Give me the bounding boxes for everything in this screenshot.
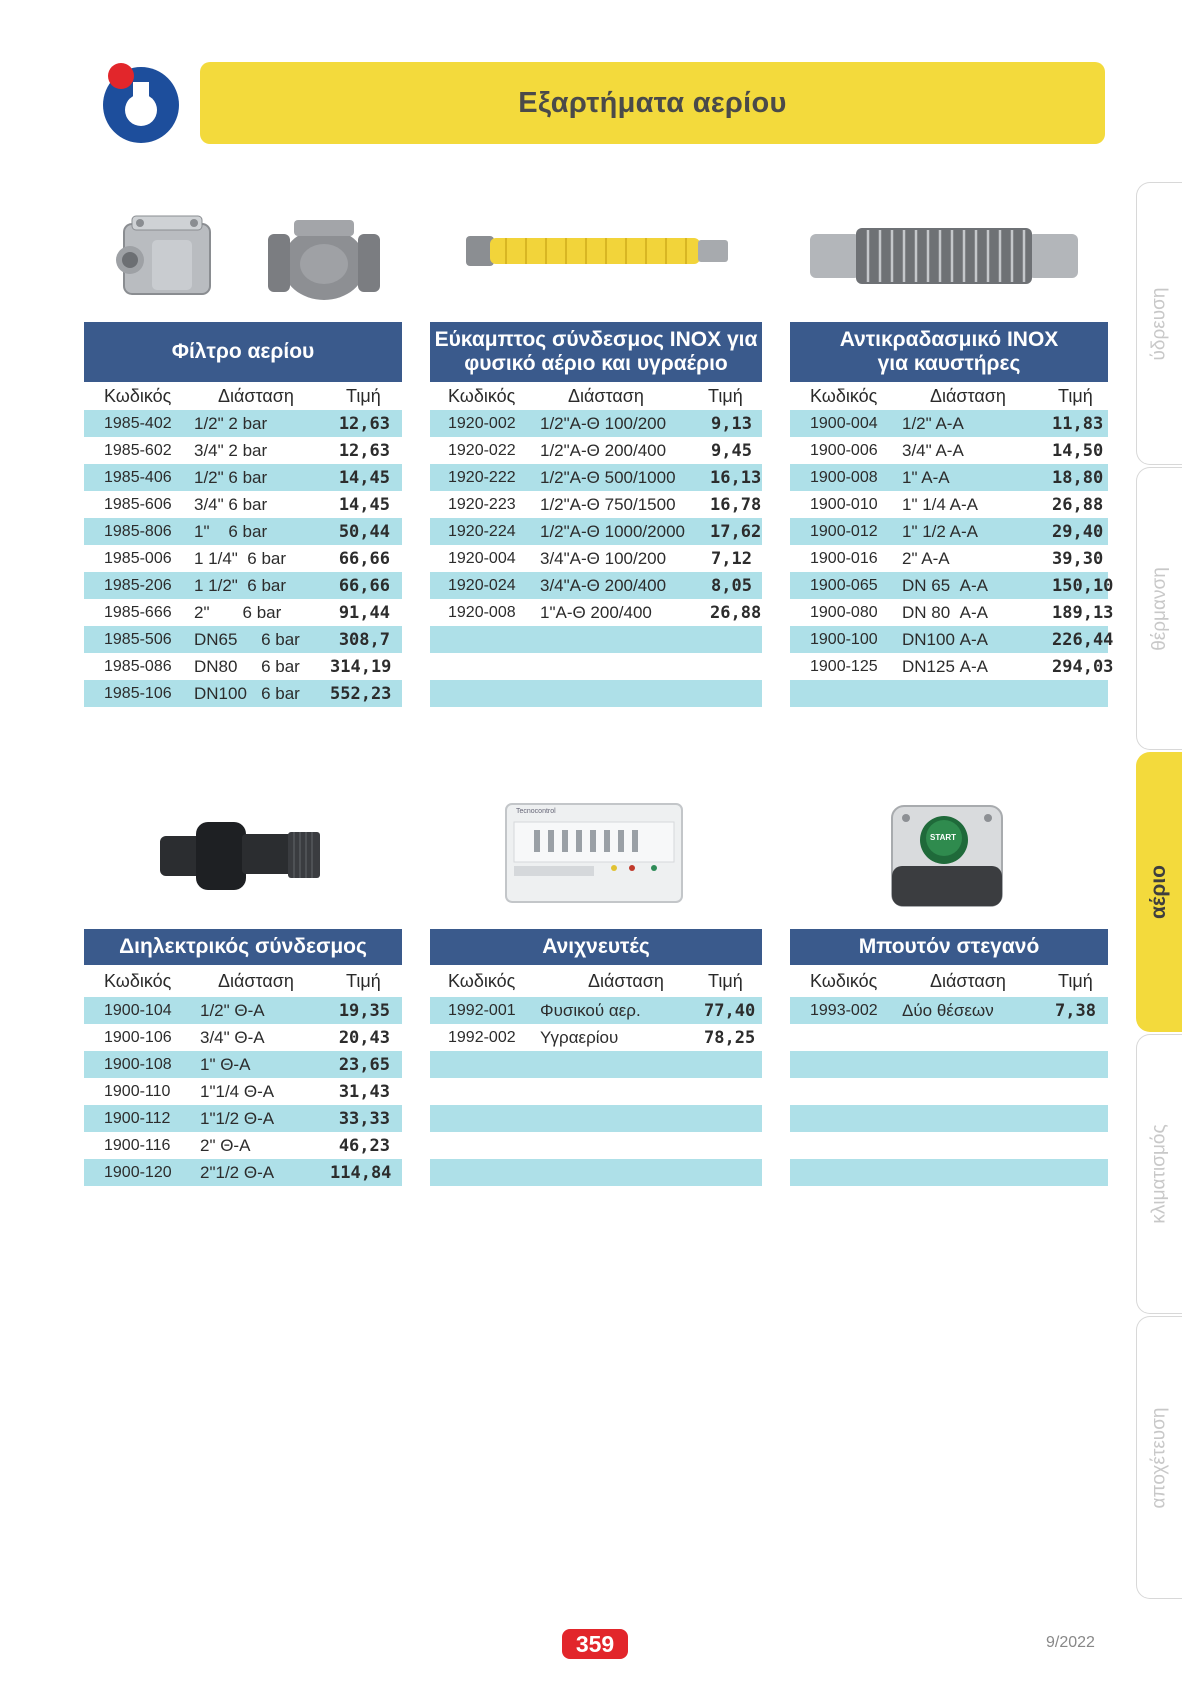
dielectric-table [84, 929, 402, 1186]
table-title-line2: για καυστήρες [877, 352, 1021, 375]
anti-vibration-table [790, 322, 1114, 707]
product-code-cell: 1900-106 [104, 1028, 172, 1046]
price-cell: 39,30 [1052, 548, 1104, 569]
table-body [84, 410, 402, 707]
table-row [84, 518, 402, 545]
table-row [790, 437, 1108, 464]
table-row [790, 491, 1108, 518]
product-code-cell: 1985-206 [104, 576, 172, 594]
table-row [790, 626, 1114, 653]
table-row [84, 680, 402, 707]
price-cell: 226,44 [1052, 629, 1114, 650]
page-number-badge [562, 1629, 628, 1659]
table-title-text: Μπουτόν στεγανό [858, 935, 1040, 958]
price-cell: 314,19 [330, 656, 392, 677]
table-row [84, 1159, 402, 1186]
table-row [84, 410, 402, 437]
table-row [430, 626, 762, 653]
table-title [430, 929, 762, 965]
product-code-cell: 1985-402 [104, 414, 172, 432]
dimension-cell: DN 65 Α-Α [902, 575, 988, 595]
product-code-cell: 1920-024 [448, 576, 516, 594]
product-code-cell: 1900-008 [810, 468, 878, 486]
dimension-cell: 1" 6 bar [194, 521, 268, 541]
dimension-cell: 1/2" Α-Α [902, 413, 964, 433]
company-logo [101, 62, 181, 144]
price-cell: 26,88 [710, 602, 762, 623]
table-row [84, 653, 402, 680]
product-code-cell: 1900-100 [810, 630, 878, 648]
product-code-cell: 1985-606 [104, 495, 172, 513]
product-code-cell: 1920-004 [448, 549, 516, 567]
price-cell: 33,33 [338, 1108, 390, 1129]
dimension-cell: 3/4" Θ-Α [200, 1027, 265, 1047]
price-column-header: Τιμή [708, 970, 743, 991]
page-number: 359 [575, 1630, 615, 1657]
table-row [84, 1078, 402, 1105]
table-title [790, 322, 1108, 382]
dimension-cell: DN65 6 bar [194, 629, 300, 649]
title-banner [200, 62, 1105, 144]
product-code-cell: 1985-086 [104, 657, 172, 675]
price-cell: 8,05 [711, 575, 752, 596]
product-code-cell: 1920-223 [448, 495, 516, 513]
dimension-cell: Δύο θέσεων [902, 1000, 994, 1020]
table-title-text: Διηλεκτρικός σύνδεσμος [119, 935, 367, 958]
price-cell: 9,45 [711, 440, 752, 461]
table-title [430, 322, 762, 382]
price-cell: 66,66 [338, 575, 390, 596]
table-row [430, 437, 762, 464]
product-code-cell: 1900-108 [104, 1055, 172, 1073]
product-code-cell: 1920-022 [448, 441, 516, 459]
table-row [84, 1051, 402, 1078]
product-code-cell: 1992-001 [448, 1001, 516, 1019]
table-body [790, 410, 1114, 707]
price-cell: 23,65 [338, 1054, 390, 1075]
price-cell: 7,38 [1055, 1000, 1096, 1021]
flex-inox-table [430, 322, 762, 707]
size-column-header: Διάσταση [588, 970, 664, 991]
tab-drainage[interactable] [1136, 1316, 1182, 1599]
anti-vibration-connector-image [810, 222, 1078, 290]
table-row [790, 1159, 1108, 1186]
product-code-cell: 1985-602 [104, 441, 172, 459]
product-code-cell: 1985-406 [104, 468, 172, 486]
table-row [790, 572, 1114, 599]
table-row [430, 680, 762, 707]
dimension-cell: 1/2"Α-Θ 1000/2000 [540, 521, 685, 541]
table-row [84, 491, 402, 518]
product-code-cell: 1900-080 [810, 603, 878, 621]
dimension-cell: 1/2"Α-Θ 100/200 [540, 413, 667, 433]
gas-detector-image [504, 800, 684, 906]
table-row [84, 545, 402, 572]
product-code-cell: 1900-016 [810, 549, 878, 567]
product-code-cell: 1920-224 [448, 522, 516, 540]
table-row [790, 997, 1108, 1024]
price-cell: 77,40 [704, 1000, 756, 1021]
table-title-text: Ανιχνευτές [542, 935, 650, 958]
price-column-header: Τιμή [346, 970, 381, 991]
table-row [790, 1078, 1108, 1105]
table-title-line1: Εύκαμπτος σύνδεσμος INOX για [434, 328, 758, 351]
product-code-cell: 1985-506 [104, 630, 172, 648]
dimension-cell: 1/2" Θ-Α [200, 1000, 265, 1020]
dimension-cell: Φυσικού αερ. [540, 1000, 641, 1020]
price-cell: 12,63 [338, 440, 390, 461]
dimension-cell: 1 1/4" 6 bar [194, 548, 287, 568]
size-column-header: Διάσταση [568, 385, 644, 406]
dimension-cell: DN125 Α-Α [902, 656, 988, 676]
price-column-header: Τιμή [1058, 385, 1093, 406]
dimension-cell: 3/4"Α-Θ 100/200 [540, 548, 667, 568]
size-column-header: Διάσταση [930, 385, 1006, 406]
dimension-cell: 1" Θ-Α [200, 1054, 251, 1074]
price-cell: 50,44 [338, 521, 390, 542]
product-code-cell: 1900-116 [104, 1136, 171, 1154]
table-row [84, 599, 402, 626]
page-title: Εξαρτήματα αερίου [518, 86, 787, 119]
table-row [84, 464, 402, 491]
price-cell: 14,45 [338, 494, 390, 515]
table-row [430, 1024, 762, 1051]
price-cell: 12,63 [338, 413, 390, 434]
table-row [790, 1024, 1108, 1051]
code-column-header: Κωδικός [448, 970, 516, 991]
price-cell: 16,13 [710, 467, 762, 488]
waterproof-button-image [886, 796, 1008, 914]
price-cell: 552,23 [330, 683, 392, 704]
code-column-header: Κωδικός [104, 970, 172, 991]
table-title [84, 322, 402, 382]
product-code-cell: 1985-006 [104, 549, 172, 567]
column-headers [790, 382, 1108, 410]
page-date: 9/2022 [1046, 1634, 1095, 1651]
price-cell: 18,80 [1052, 467, 1104, 488]
table-row [84, 1024, 402, 1051]
detector-panel-drawing [504, 800, 684, 906]
table-row [430, 491, 762, 518]
detectors-table [430, 929, 762, 1186]
table-row [84, 997, 402, 1024]
dimension-cell: 1" 1/2 Α-Α [902, 521, 978, 541]
code-column-header: Κωδικός [104, 385, 172, 406]
price-cell: 31,43 [338, 1081, 390, 1102]
table-row [430, 997, 762, 1024]
tab-gas[interactable] [1136, 752, 1182, 1032]
dimension-cell: 1 1/2" 6 bar [194, 575, 287, 595]
table-row [430, 599, 762, 626]
table-row [790, 599, 1114, 626]
table-row [84, 572, 402, 599]
tab-label: αέριο [1147, 864, 1171, 920]
table-row [790, 545, 1108, 572]
size-column-header: Διάσταση [218, 970, 294, 991]
price-cell: 294,03 [1052, 656, 1114, 677]
table-row [84, 1105, 402, 1132]
dimension-cell: 3/4"Α-Θ 200/400 [540, 575, 667, 595]
dimension-cell: 1"1/2 Θ-Α [200, 1108, 275, 1128]
column-headers [430, 382, 762, 410]
start-button-label: START [930, 833, 957, 842]
dimension-cell: 3/4" Α-Α [902, 440, 964, 460]
table-row [430, 464, 762, 491]
table-row [790, 1105, 1108, 1132]
price-cell: 16,78 [710, 494, 762, 515]
tab-water-supply[interactable] [1136, 182, 1182, 465]
table-row [790, 653, 1114, 680]
table-title-line1: Αντικραδασμικό INOX [839, 328, 1059, 351]
product-code-cell: 1900-010 [810, 495, 878, 513]
product-code-cell: 1900-012 [810, 522, 878, 540]
table-row [430, 545, 762, 572]
button-box-drawing [886, 796, 1008, 914]
product-code-cell: 1985-806 [104, 522, 172, 540]
table-row [430, 1078, 762, 1105]
tab-heating[interactable] [1136, 467, 1182, 750]
dimension-cell: 1"1/4 Θ-Α [200, 1081, 275, 1101]
price-column-header: Τιμή [346, 385, 381, 406]
tab-label: ύδρευση [1148, 287, 1170, 360]
product-code-cell: 1900-006 [810, 441, 878, 459]
price-cell: 46,23 [338, 1135, 390, 1156]
table-row [430, 410, 762, 437]
table-row [430, 1105, 762, 1132]
product-code-cell: 1992-002 [448, 1028, 516, 1046]
table-row [430, 1051, 762, 1078]
code-column-header: Κωδικός [810, 385, 878, 406]
price-column-header: Τιμή [708, 385, 743, 406]
product-code-cell: 1900-104 [104, 1001, 172, 1019]
table-row [790, 1051, 1108, 1078]
table-row [430, 1159, 762, 1186]
tab-label: αποχέτευση [1148, 1407, 1170, 1508]
dimension-cell: 2" Θ-Α [200, 1135, 251, 1155]
price-cell: 91,44 [338, 602, 390, 623]
dimension-cell: DN100 6 bar [194, 683, 300, 703]
detector-brand-label: Tecnocontrol [516, 808, 556, 815]
product-code-cell: 1920-002 [448, 414, 516, 432]
price-cell: 150,10 [1052, 575, 1114, 596]
code-column-header: Κωδικός [448, 385, 516, 406]
table-row [430, 653, 762, 680]
column-headers [790, 965, 1108, 997]
size-column-header: Διάσταση [218, 385, 294, 406]
dimension-cell: DN80 6 bar [194, 656, 300, 676]
table-row [790, 1132, 1108, 1159]
price-cell: 17,62 [710, 521, 762, 542]
dimension-cell: 1/2" 2 bar [194, 413, 268, 433]
price-cell: 66,66 [338, 548, 390, 569]
column-headers [84, 965, 402, 997]
table-row [84, 626, 402, 653]
dimension-cell: 1"Α-Θ 200/400 [540, 602, 652, 622]
dimension-cell: 2" 6 bar [194, 602, 282, 622]
price-cell: 20,43 [338, 1027, 390, 1048]
product-code-cell: 1920-008 [448, 603, 516, 621]
table-row [790, 464, 1108, 491]
price-cell: 19,35 [338, 1000, 390, 1021]
table-row [430, 518, 762, 545]
dimension-cell: 3/4" 2 bar [194, 440, 268, 460]
price-cell: 7,12 [711, 548, 752, 569]
code-column-header: Κωδικός [810, 970, 878, 991]
dimension-cell: DN100 Α-Α [902, 629, 988, 649]
size-column-header: Διάσταση [930, 970, 1006, 991]
table-row [430, 572, 762, 599]
table-row [790, 518, 1108, 545]
table-body [84, 997, 402, 1186]
tab-label: κλιματισμός [1148, 1124, 1170, 1224]
product-code-cell: 1900-004 [810, 414, 878, 432]
dimension-cell: Υγραερίου [540, 1027, 619, 1047]
dielectric-union-image [160, 818, 322, 892]
product-code-cell: 1900-125 [810, 657, 878, 675]
price-cell: 14,45 [338, 467, 390, 488]
price-cell: 11,83 [1052, 413, 1104, 434]
dimension-cell: 1/2" 6 bar [194, 467, 268, 487]
column-headers [430, 965, 762, 997]
dimension-cell: 2" Α-Α [902, 548, 950, 568]
tab-air-conditioning[interactable] [1136, 1034, 1182, 1314]
table-row [790, 410, 1108, 437]
table-row [790, 680, 1108, 707]
table-title-text: Φίλτρο αερίου [171, 340, 315, 363]
dimension-cell: DN 80 Α-Α [902, 602, 988, 622]
tab-label: θέρμανση [1148, 566, 1170, 651]
gas-filter-small-image [112, 210, 220, 306]
column-headers [84, 382, 402, 410]
gas-filter-table [84, 322, 402, 707]
dimension-cell: 1/2"Α-Θ 500/1000 [540, 467, 676, 487]
price-cell: 29,40 [1052, 521, 1104, 542]
price-cell: 14,50 [1052, 440, 1104, 461]
table-row [430, 1132, 762, 1159]
product-code-cell: 1900-065 [810, 576, 878, 594]
table-row [84, 1132, 402, 1159]
table-title [790, 929, 1108, 965]
price-cell: 9,13 [711, 413, 752, 434]
table-body [430, 997, 762, 1186]
product-code-cell: 1900-112 [104, 1109, 171, 1127]
dimension-cell: 1/2"Α-Θ 750/1500 [540, 494, 676, 514]
price-column-header: Τιμή [1058, 970, 1093, 991]
gas-filter-large-image [264, 212, 384, 312]
table-body [430, 410, 762, 707]
dimension-cell: 2"1/2 Θ-Α [200, 1162, 275, 1182]
table-title-line2: φυσικό αέριο και υγραέριο [464, 352, 728, 375]
dimension-cell: 1" Α-Α [902, 467, 950, 487]
dimension-cell: 3/4" 6 bar [194, 494, 268, 514]
price-cell: 78,25 [704, 1027, 756, 1048]
table-row [84, 437, 402, 464]
product-code-cell: 1900-110 [104, 1082, 171, 1100]
product-code-cell: 1993-002 [810, 1001, 878, 1019]
price-cell: 308,7 [338, 629, 390, 650]
dimension-cell: 1" 1/4 Α-Α [902, 494, 978, 514]
product-code-cell: 1900-120 [104, 1163, 172, 1181]
product-code-cell: 1985-106 [104, 684, 172, 702]
product-code-cell: 1920-222 [448, 468, 516, 486]
price-cell: 26,88 [1052, 494, 1104, 515]
table-title [84, 929, 402, 965]
flex-inox-hose-image [466, 228, 728, 274]
button-table [790, 929, 1108, 1186]
price-cell: 189,13 [1052, 602, 1114, 623]
price-cell: 114,84 [330, 1162, 392, 1183]
product-code-cell: 1985-666 [104, 603, 172, 621]
dimension-cell: 1/2"Α-Θ 200/400 [540, 440, 667, 460]
table-body [790, 997, 1108, 1186]
